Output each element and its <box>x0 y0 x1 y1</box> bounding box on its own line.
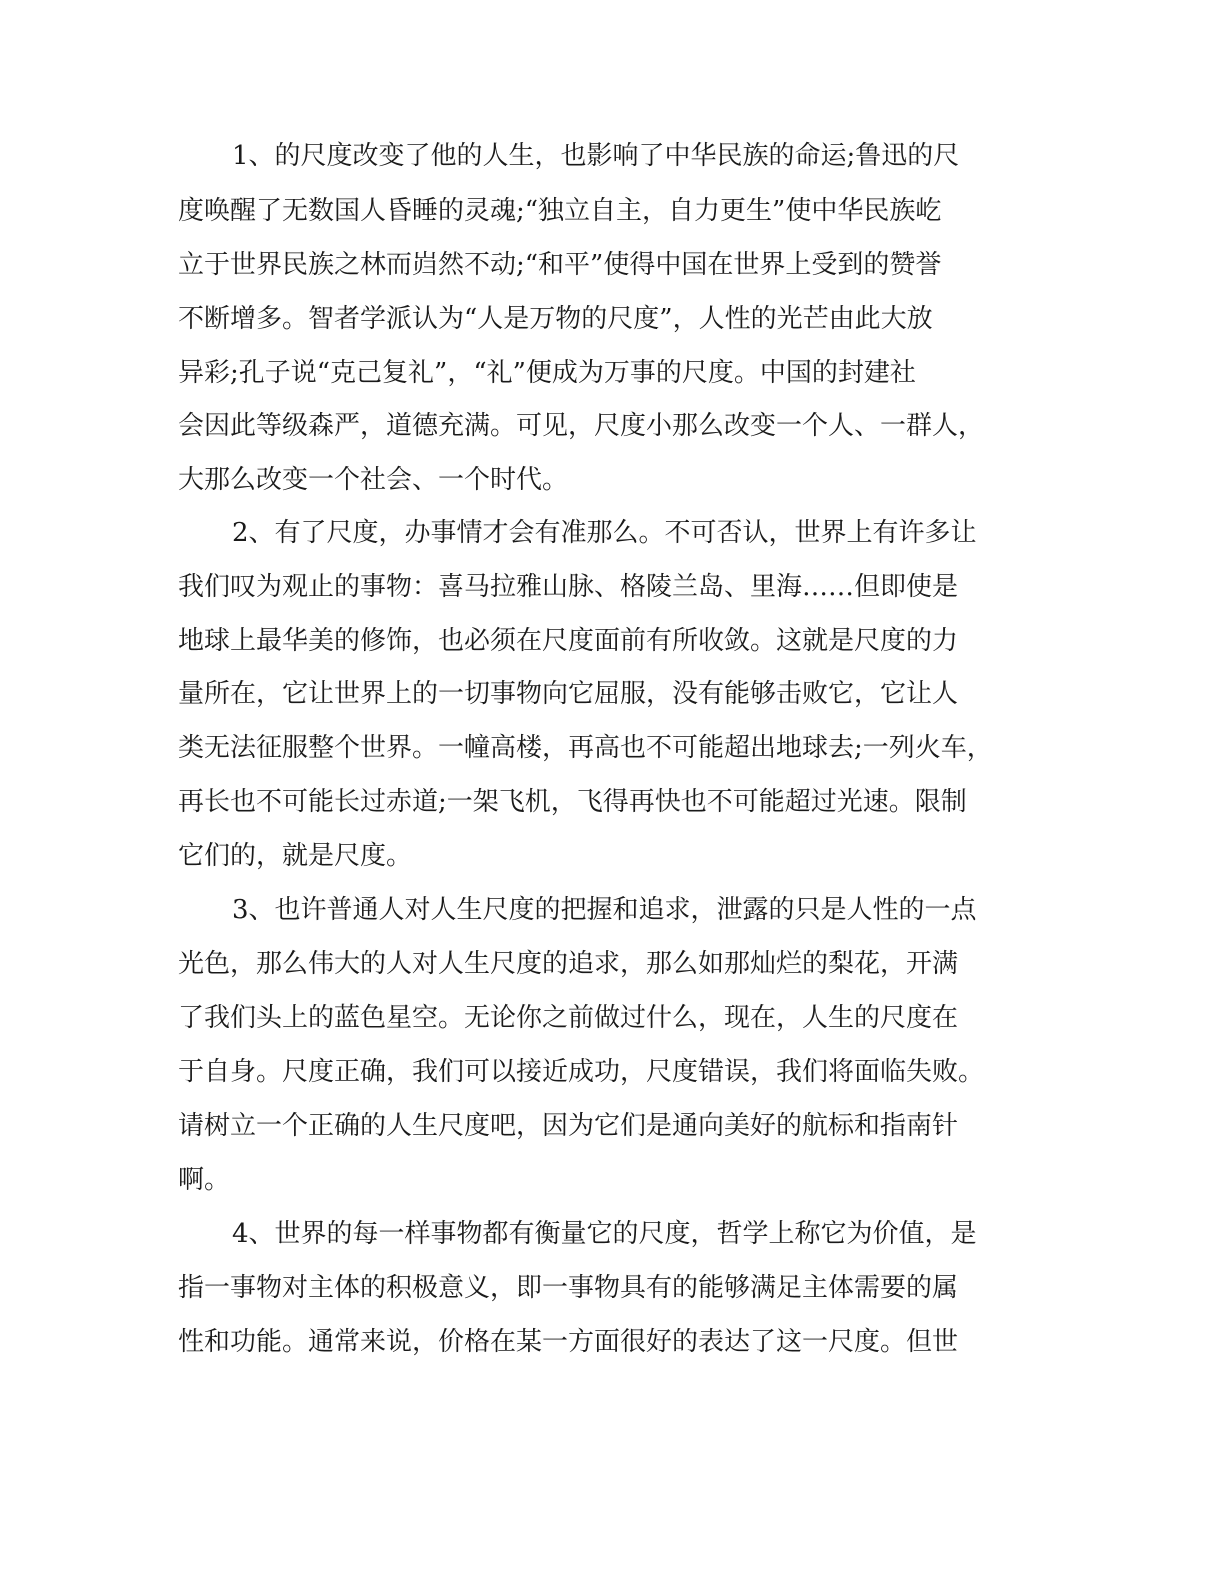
paragraph-3-line-5: 请树立一个正确的人生尺度吧，因为它们是通向美好的航标和指南针 <box>178 1111 959 1141</box>
paragraph-3-line-4: 于自身。尺度正确，我们可以接近成功，尺度错误，我们将面临失败。 <box>178 1057 985 1087</box>
paragraph-4-line-3: 性和功能。通常来说，价格在某一方面很好的表达了这一尺度。但世 <box>178 1327 959 1357</box>
paragraph-3-line-6: 啊。 <box>178 1165 231 1195</box>
paragraph-2-line-1: 2、有了尺度，办事情才会有准那么。不可否认，世界上有许多让 <box>232 518 977 548</box>
paragraph-3-line-3: 了我们头上的蓝色星空。无论你之前做过什么，现在，人生的尺度在 <box>178 1003 959 1033</box>
paragraph-4-line-1: 4、世界的每一样事物都有衡量它的尺度，哲学上称它为价值，是 <box>232 1219 977 1249</box>
paragraph-1-line-2: 度唤醒了无数国人昏睡的灵魂;“独立自主，自力更生”使中华民族屹 <box>178 196 942 226</box>
paragraph-1-line-1: 1、的尺度改变了他的人生，也影响了中华民族的命运;鲁迅的尺 <box>232 141 960 171</box>
paragraph-1-line-7: 大那么改变一个社会、一个时代。 <box>178 465 569 495</box>
paragraph-1-line-3: 立于世界民族之林而岿然不动;“和平”使得中国在世界上受到的赞誉 <box>178 250 942 280</box>
paragraph-3-line-2: 光色，那么伟大的人对人生尺度的追求，那么如那灿烂的梨花，开满 <box>178 949 959 979</box>
paragraph-4-line-2: 指一事物对主体的积极意义，即一事物具有的能够满足主体需要的属 <box>178 1273 959 1303</box>
paragraph-2-line-5: 类无法征服整个世界。一幢高楼，再高也不可能超出地球去;一列火车， <box>178 733 993 763</box>
paragraph-2-line-2: 我们叹为观止的事物：喜马拉雅山脉、格陵兰岛、里海……但即使是 <box>178 572 959 602</box>
paragraph-1-line-5: 异彩;孔子说“克己复礼”，“礼”便成为万事的尺度。中国的封建社 <box>178 358 916 388</box>
paragraph-1-line-6: 会因此等级森严，道德充满。可见，尺度小那么改变一个人、一群人， <box>178 411 985 441</box>
paragraph-3-line-1: 3、也许普通人对人生尺度的把握和追求，泄露的只是人性的一点 <box>232 895 977 925</box>
paragraph-2-line-7: 它们的，就是尺度。 <box>178 841 413 871</box>
paragraph-2-line-4: 量所在，它让世界上的一切事物向它屈服，没有能够击败它，它让人 <box>178 679 959 709</box>
paragraph-2-line-6: 再长也不可能长过赤道;一架飞机，飞得再快也不可能超过光速。限制 <box>178 787 967 817</box>
paragraph-1-line-4: 不断增多。智者学派认为“人是万物的尺度”，人性的光芒由此大放 <box>178 304 933 334</box>
paragraph-2-line-3: 地球上最华美的修饰，也必须在尺度面前有所收敛。这就是尺度的力 <box>178 626 959 656</box>
